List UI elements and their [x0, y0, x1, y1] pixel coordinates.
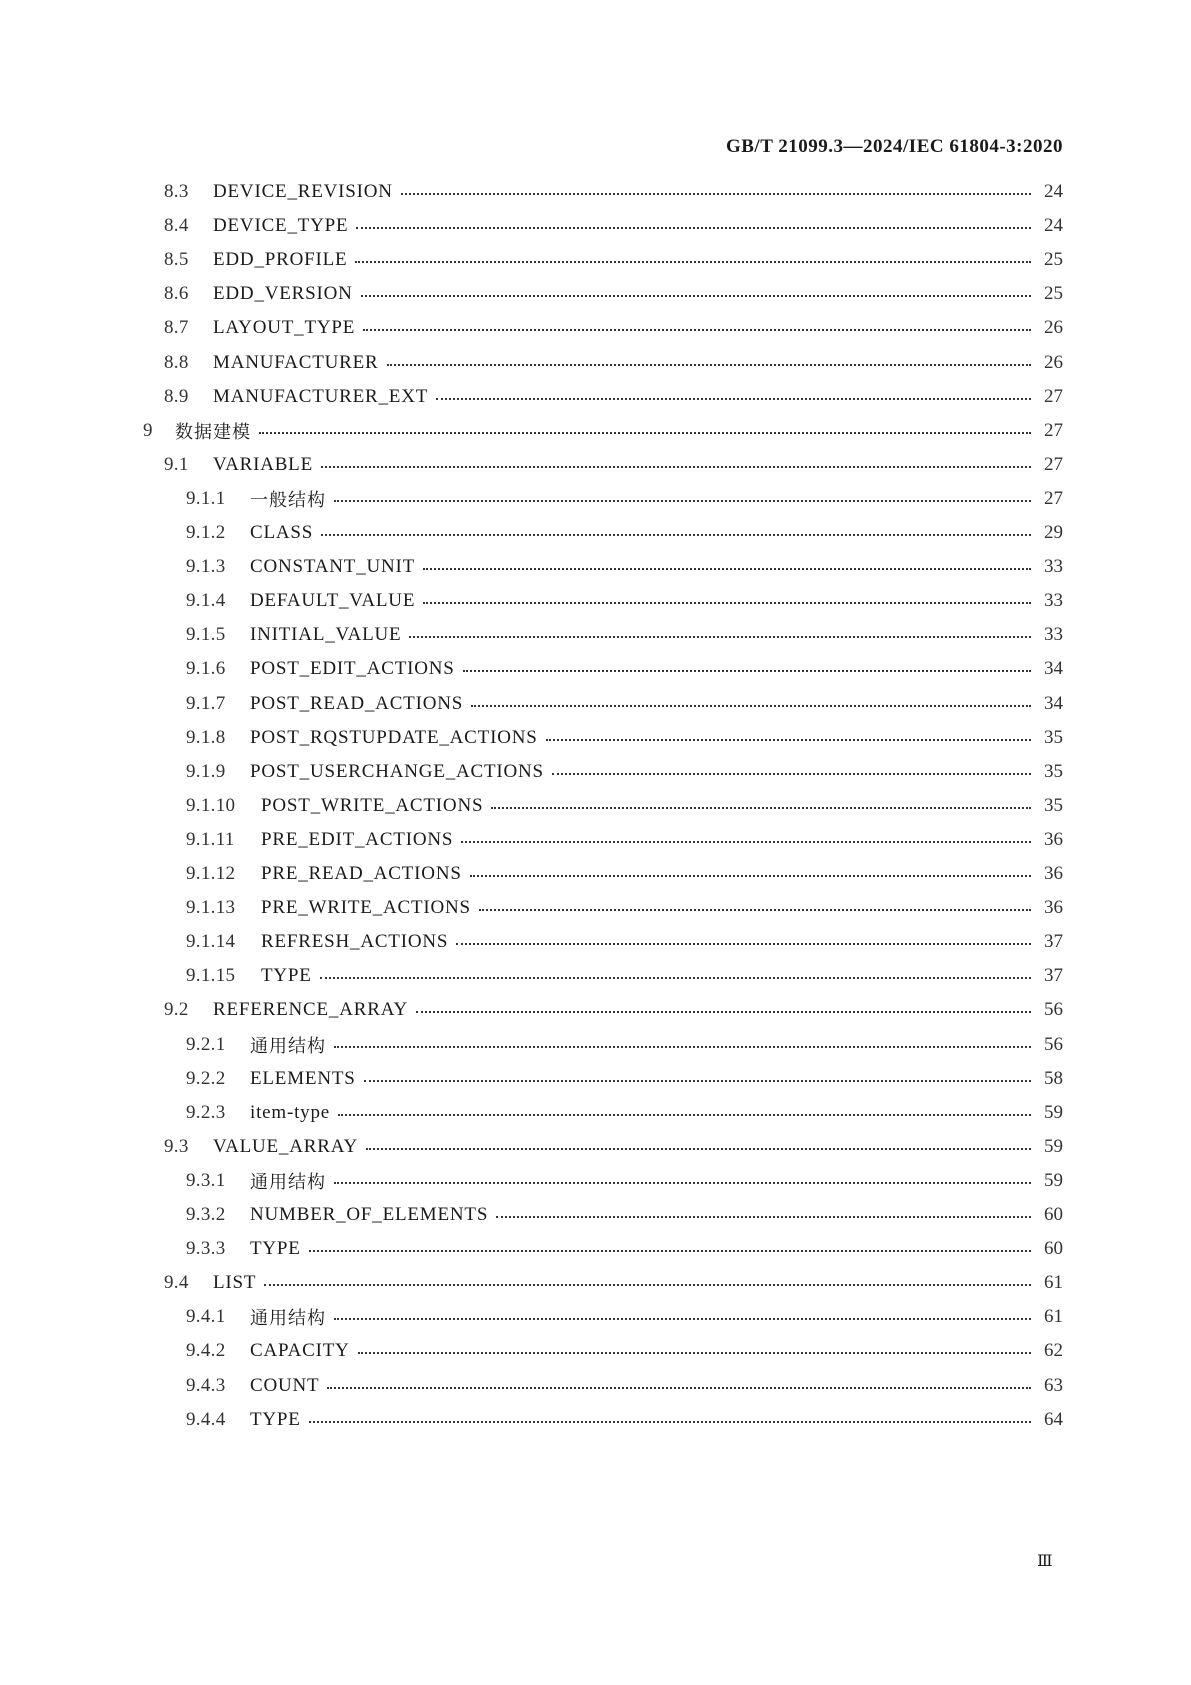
toc-entry-title: POST_READ_ACTIONS: [250, 692, 464, 714]
dot-leader: [334, 500, 1031, 502]
toc-entry[interactable]: [0, 686, 1063, 722]
toc-entry[interactable]: [0, 174, 1063, 210]
dot-leader: [496, 1216, 1031, 1218]
toc-entry-title: 数据建模: [175, 421, 251, 443]
toc-entry[interactable]: [0, 481, 1063, 517]
toc-entry[interactable]: [0, 1231, 1063, 1267]
toc-entry[interactable]: [0, 1095, 1063, 1131]
toc-entry-page: 26: [1044, 351, 1063, 373]
toc-entry[interactable]: [0, 515, 1063, 551]
toc-entry-title: CLASS: [250, 522, 314, 543]
toc-entry[interactable]: [0, 958, 1063, 994]
dot-leader: [552, 773, 1031, 775]
toc-entry[interactable]: [0, 1299, 1063, 1335]
toc-entry[interactable]: [0, 276, 1063, 312]
toc-entry-number: 9.4.3: [186, 1374, 226, 1396]
toc-entry-page: 59: [1044, 1169, 1063, 1191]
dot-leader: [356, 227, 1031, 229]
toc-entry[interactable]: [0, 208, 1063, 244]
dot-leader: [327, 1387, 1031, 1389]
toc-entry[interactable]: [0, 447, 1063, 483]
toc-entry-number: 9.4.1: [186, 1306, 226, 1328]
toc-entry-page: 64: [1044, 1408, 1063, 1430]
dot-leader: [358, 1352, 1031, 1354]
dot-leader: [334, 1318, 1031, 1320]
toc-entry-number: 9.1.1: [186, 487, 226, 509]
toc-entry-title: INITIAL_VALUE: [250, 624, 402, 646]
toc-entry-number: 9.1.8: [186, 726, 226, 748]
toc-entry-number: 8.3: [164, 181, 189, 202]
toc-entry-page: 61: [1044, 1272, 1063, 1294]
toc-entry[interactable]: [0, 890, 1063, 926]
toc-entry-number: 9: [143, 419, 153, 441]
toc-entry-number: 9.1.3: [186, 556, 226, 578]
toc-entry-page: 36: [1044, 828, 1063, 850]
dot-leader: [456, 943, 1031, 945]
toc-entry-page: 58: [1044, 1067, 1063, 1089]
toc-entry-page: 60: [1044, 1204, 1063, 1225]
toc-entry-number: 9.2: [164, 999, 189, 1021]
toc-entry[interactable]: [0, 345, 1063, 381]
toc-entry-page: 35: [1044, 760, 1063, 782]
toc-entry-title: CONSTANT_UNIT: [250, 556, 416, 578]
toc-entry-number: 9.1.10: [186, 794, 236, 816]
toc-entry-number: 9.1.4: [186, 590, 226, 612]
toc-entry-title: EDD_PROFILE: [213, 249, 348, 271]
toc-entry-page: 26: [1044, 317, 1063, 339]
dot-leader: [309, 1421, 1031, 1423]
dot-leader: [479, 909, 1031, 911]
toc-entry-title: 一般结构: [250, 489, 326, 511]
toc-entry-number: 9.2.3: [186, 1101, 226, 1123]
toc-entry[interactable]: [0, 310, 1063, 346]
toc-entry[interactable]: [0, 924, 1063, 960]
toc-entry[interactable]: [0, 242, 1063, 278]
toc-entry-number: 9.1.15: [186, 965, 236, 987]
toc-entry-number: 9.3.2: [186, 1204, 226, 1225]
toc-entry-title: POST_WRITE_ACTIONS: [261, 794, 484, 816]
dot-leader: [436, 398, 1031, 400]
toc-entry-number: 8.5: [164, 249, 189, 271]
dot-leader: [259, 432, 1031, 434]
toc-entry-page: 37: [1044, 965, 1063, 987]
toc-entry-page: 33: [1044, 590, 1063, 612]
dot-leader: [463, 670, 1031, 672]
toc-entry[interactable]: [0, 992, 1063, 1028]
toc-entry-title: TYPE: [250, 1408, 301, 1430]
dot-leader: [546, 739, 1031, 741]
toc-entry-page: 59: [1044, 1101, 1063, 1123]
toc-entry-title: DEVICE_REVISION: [213, 181, 393, 202]
dot-leader: [409, 636, 1031, 638]
toc-entry[interactable]: [0, 720, 1063, 756]
toc-entry-title: NUMBER_OF_ELEMENTS: [250, 1204, 489, 1225]
toc-entry-page: 27: [1044, 487, 1063, 509]
toc-entry[interactable]: [0, 651, 1063, 687]
toc-entry-title: COUNT: [250, 1374, 320, 1396]
toc-entry-number: 9.1.2: [186, 522, 226, 543]
toc-entry-title: PRE_READ_ACTIONS: [261, 863, 462, 884]
toc-entry[interactable]: [0, 1197, 1063, 1233]
dot-leader: [363, 329, 1031, 331]
toc-entry-title: TYPE: [261, 965, 312, 987]
toc-entry[interactable]: [0, 549, 1063, 585]
toc-entry[interactable]: [0, 1129, 1063, 1165]
toc-entry-page: 33: [1044, 624, 1063, 646]
toc-entry-page: 60: [1044, 1238, 1063, 1260]
toc-entry[interactable]: [0, 1061, 1063, 1097]
toc-entry-page: 24: [1044, 215, 1063, 237]
toc-entry-number: 9.1.11: [186, 828, 235, 850]
dot-leader: [416, 1011, 1031, 1013]
toc-entry-title: 通用结构: [250, 1171, 326, 1193]
toc-entry-number: 9.1.5: [186, 624, 226, 646]
toc-entry[interactable]: [0, 1333, 1063, 1369]
toc-entry[interactable]: [0, 856, 1063, 892]
toc-entry[interactable]: [0, 617, 1063, 653]
toc-entry-title: DEVICE_TYPE: [213, 215, 349, 237]
document-header: GB/T 21099.3—2024/IEC 61804-3:2020: [725, 136, 1063, 157]
toc-entry-title: POST_USERCHANGE_ACTIONS: [250, 760, 544, 782]
toc-entry-page: 33: [1044, 556, 1063, 578]
toc-entry-number: 9.1.9: [186, 760, 226, 782]
toc-entry-title: 通用结构: [250, 1308, 326, 1330]
toc-entry-title: REFERENCE_ARRAY: [213, 999, 408, 1021]
toc-entry-title: VARIABLE: [213, 453, 313, 475]
toc-entry-title: LIST: [213, 1272, 257, 1294]
toc-entry-page: 25: [1044, 283, 1063, 305]
toc-entry-page: 36: [1044, 863, 1063, 884]
toc-entry-title: PRE_EDIT_ACTIONS: [261, 828, 454, 850]
toc-entry-title: MANUFACTURER_EXT: [213, 385, 429, 407]
toc-entry[interactable]: [0, 1402, 1063, 1438]
page-number: Ⅲ: [1037, 1553, 1053, 1570]
dot-leader: [334, 1182, 1031, 1184]
toc-entry-page: 34: [1044, 692, 1063, 714]
toc-entry-page: 35: [1044, 726, 1063, 748]
toc-entry-number: 9.4.2: [186, 1340, 226, 1362]
toc-entry-title: CAPACITY: [250, 1340, 350, 1362]
toc-entry[interactable]: [0, 822, 1063, 858]
toc-entry-number: 9.4: [164, 1272, 189, 1294]
toc-entry-page: 37: [1044, 931, 1063, 953]
toc-entry[interactable]: [0, 379, 1063, 415]
toc-entry-page: 36: [1044, 897, 1063, 919]
toc-entry-page: 59: [1044, 1135, 1063, 1157]
dot-leader: [361, 295, 1031, 297]
toc-entry-number: 9.1.7: [186, 692, 226, 714]
toc-entry-title: TYPE: [250, 1238, 301, 1260]
toc-entry-title: item-type: [250, 1101, 331, 1123]
toc-entry-page: 25: [1044, 249, 1063, 271]
toc-entry-number: 9.1.14: [186, 931, 236, 953]
toc-entry-title: EDD_VERSION: [213, 283, 353, 305]
toc-entry-number: 9.3.1: [186, 1169, 226, 1191]
dot-leader: [321, 534, 1031, 536]
toc-entry-title: LAYOUT_TYPE: [213, 317, 356, 339]
toc-entry-title: 通用结构: [250, 1035, 326, 1057]
toc-entry-title: POST_RQSTUPDATE_ACTIONS: [250, 726, 538, 748]
dot-leader: [264, 1284, 1031, 1286]
toc-entry[interactable]: [0, 1265, 1063, 1301]
toc-entry-title: POST_EDIT_ACTIONS: [250, 658, 455, 680]
toc-entry-page: 29: [1044, 522, 1063, 543]
toc-entry-page: 62: [1044, 1340, 1063, 1362]
dot-leader: [366, 1148, 1031, 1150]
dot-leader: [309, 1250, 1031, 1252]
toc-entry-number: 9.4.4: [186, 1408, 226, 1430]
toc-entry[interactable]: [0, 1027, 1063, 1063]
toc-entry-number: 9.1.12: [186, 863, 236, 884]
toc-entry-title: VALUE_ARRAY: [213, 1135, 358, 1157]
toc-entry-number: 9.1.13: [186, 897, 236, 919]
dot-leader: [470, 875, 1031, 877]
dot-leader: [320, 977, 1031, 979]
toc-entry-number: 9.1.6: [186, 658, 226, 680]
toc-entry-page: 63: [1044, 1374, 1063, 1396]
toc-entry-number: 8.4: [164, 215, 189, 237]
dot-leader: [401, 193, 1031, 195]
toc-entry-number: 9.3.3: [186, 1238, 226, 1260]
dot-leader: [387, 364, 1032, 366]
toc-entry-number: 9.2.1: [186, 1033, 226, 1055]
toc-entry-page: 56: [1044, 999, 1063, 1021]
toc-entry-number: 8.9: [164, 385, 189, 407]
dot-leader: [334, 1046, 1031, 1048]
dot-leader: [471, 705, 1031, 707]
dot-leader: [364, 1080, 1031, 1082]
toc-entry-page: 56: [1044, 1033, 1063, 1055]
toc-entry-number: 9.3: [164, 1135, 189, 1157]
toc-entry-title: MANUFACTURER: [213, 351, 379, 373]
toc-entry-title: DEFAULT_VALUE: [250, 590, 416, 612]
toc-entry[interactable]: [0, 788, 1063, 824]
toc-entry[interactable]: [0, 583, 1063, 619]
dot-leader: [461, 841, 1031, 843]
toc-entry-title: ELEMENTS: [250, 1067, 356, 1089]
dot-leader: [491, 807, 1031, 809]
toc-entry[interactable]: [0, 1368, 1063, 1404]
toc-entry-number: 9.1: [164, 453, 189, 475]
toc-entry-page: 27: [1044, 419, 1063, 441]
dot-leader: [423, 602, 1031, 604]
toc-entry-number: 9.2.2: [186, 1067, 226, 1089]
toc-entry[interactable]: [0, 413, 1063, 449]
toc-entry-title: REFRESH_ACTIONS: [261, 931, 449, 953]
toc-entry[interactable]: [0, 754, 1063, 790]
toc-entry-number: 8.6: [164, 283, 189, 305]
dot-leader: [423, 568, 1031, 570]
toc-entry-page: 61: [1044, 1306, 1063, 1328]
toc-entry-title: PRE_WRITE_ACTIONS: [261, 897, 471, 919]
toc-entry-page: 35: [1044, 794, 1063, 816]
dot-leader: [355, 261, 1031, 263]
dot-leader: [321, 466, 1031, 468]
toc-entry-page: 34: [1044, 658, 1063, 680]
toc-entry-number: 8.7: [164, 317, 189, 339]
dot-leader: [338, 1114, 1031, 1116]
toc-entry-number: 8.8: [164, 351, 189, 373]
toc-entry[interactable]: [0, 1163, 1063, 1199]
toc-entry-page: 27: [1044, 453, 1063, 475]
toc-entry-page: 24: [1044, 181, 1063, 202]
toc-entry-page: 27: [1044, 385, 1063, 407]
